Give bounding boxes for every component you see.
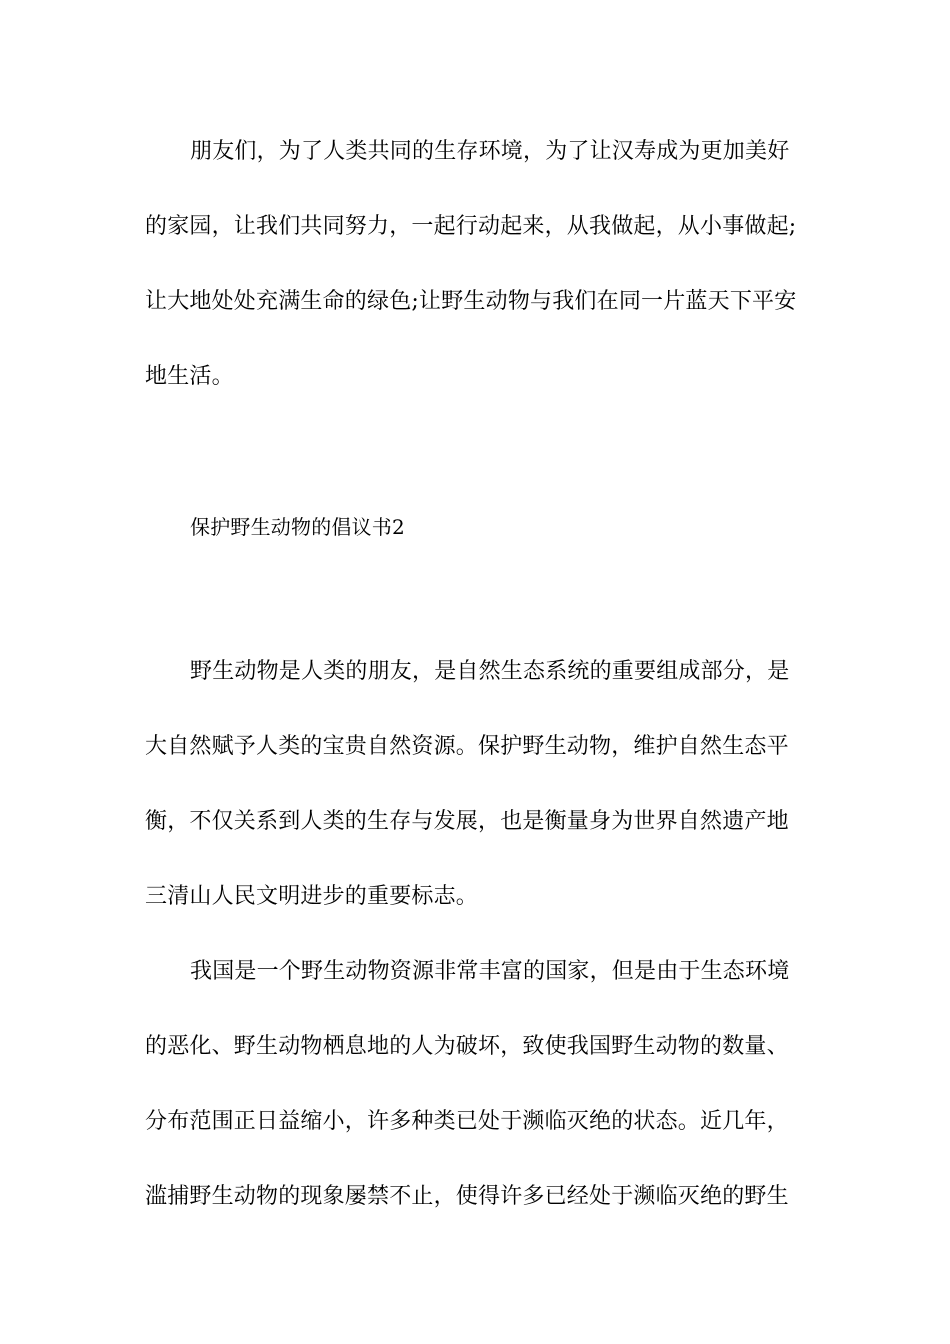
paragraph-1-line: 让大地处处充满生命的绿色;让野生动物与我们在同一片蓝天下平安	[145, 289, 797, 314]
paragraph-3-line: 分布范围正日益缩小，许多种类已处于濒临灭绝的状态。近几年，	[145, 1109, 789, 1134]
paragraph-1-line: 的家园，让我们共同努力，一起行动起来，从我做起，从小事做起;	[145, 214, 797, 239]
paragraph-2-line: 三清山人民文明进步的重要标志。	[145, 884, 479, 909]
paragraph-3-line: 我国是一个野生动物资源非常丰富的国家，但是由于生态环境	[190, 959, 790, 984]
paragraph-1-line: 地生活。	[145, 364, 234, 389]
paragraph-2-line: 衡，不仅关系到人类的生存与发展，也是衡量身为世界自然遗产地	[145, 809, 789, 834]
paragraph-2-line: 野生动物是人类的朋友，是自然生态系统的重要组成部分，是	[190, 659, 790, 684]
section-heading: 保护野生动物的倡议书2	[190, 515, 405, 539]
paragraph-2-line: 大自然赋予人类的宝贵自然资源。保护野生动物，维护自然生态平	[145, 734, 789, 759]
paragraph-1-line: 朋友们，为了人类共同的生存环境，为了让汉寿成为更加美好	[190, 139, 790, 164]
paragraph-3-line: 的恶化、野生动物栖息地的人为破坏，致使我国野生动物的数量、	[145, 1034, 789, 1059]
paragraph-3-line: 滥捕野生动物的现象屡禁不止，使得许多已经处于濒临灭绝的野生	[145, 1184, 789, 1209]
